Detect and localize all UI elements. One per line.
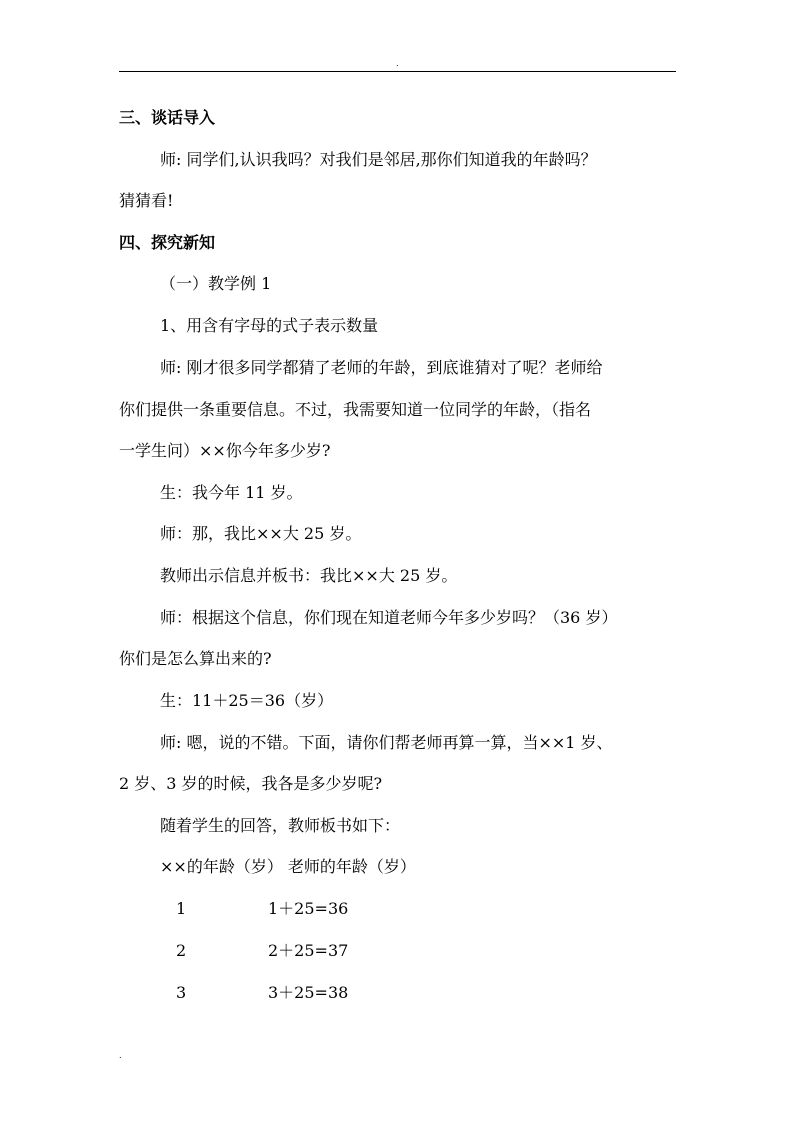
paragraph-3: 生：我今年 11 岁。 <box>160 483 303 502</box>
header-rule <box>119 71 676 72</box>
paragraph-8-line-2: 2 岁、3 岁的时候，我各是多少岁呢? <box>119 774 383 793</box>
header-mark: . <box>396 59 399 68</box>
paragraph-2-line-1: 师: 刚才很多同学都猜了老师的年龄，到底谁猜对了呢？老师给 <box>160 358 603 377</box>
paragraph-2-line-2: 你们提供一条重要信息。不过，我需要知道一位同学的年龄，（指名 <box>119 400 592 419</box>
paragraph-9: 随着学生的回答，教师板书如下： <box>160 816 401 835</box>
paragraph-2-line-3: 一学生问）××你今年多少岁? <box>119 441 331 460</box>
table-header: ××的年龄（岁） 老师的年龄（岁） <box>160 857 416 876</box>
subsection-1-heading: （一）教学例 1 <box>160 274 272 293</box>
student-age-cell: 3 <box>176 983 187 1002</box>
paragraph-4: 师：那，我比××大 25 岁。 <box>160 524 362 543</box>
section-4-heading: 四、探究新知 <box>119 233 216 252</box>
paragraph-8-line-1: 师: 嗯，说的不错。下面，请你们帮老师再算一算，当××1 岁、 <box>160 733 613 752</box>
teacher-age-cell: 2＋25=37 <box>268 941 349 960</box>
section-3-heading: 三、谈话导入 <box>119 108 216 127</box>
student-age-cell: 1 <box>176 899 187 918</box>
paragraph-5: 教师出示信息并板书：我比××大 25 岁。 <box>160 566 458 585</box>
paragraph-6-line-1: 师：根据这个信息，你们现在知道老师今年多少岁吗？（36 岁） <box>160 608 618 627</box>
student-age-cell: 2 <box>176 941 187 960</box>
teacher-age-cell: 3＋25=38 <box>268 983 349 1002</box>
teacher-age-cell: 1＋25=36 <box>268 899 349 918</box>
footer-mark: . <box>119 1051 122 1060</box>
subsection-1-1-heading: 1、用含有字母的式子表示数量 <box>160 316 379 335</box>
paragraph-1-line-2: 猜猜看! <box>119 191 174 210</box>
paragraph-6-line-2: 你们是怎么算出来的? <box>119 649 272 668</box>
paragraph-7: 生：11＋25＝36（岁） <box>160 691 334 710</box>
paragraph-1-line-1: 师: 同学们,认识我吗？对我们是邻居,那你们知道我的年龄吗？ <box>160 150 597 169</box>
